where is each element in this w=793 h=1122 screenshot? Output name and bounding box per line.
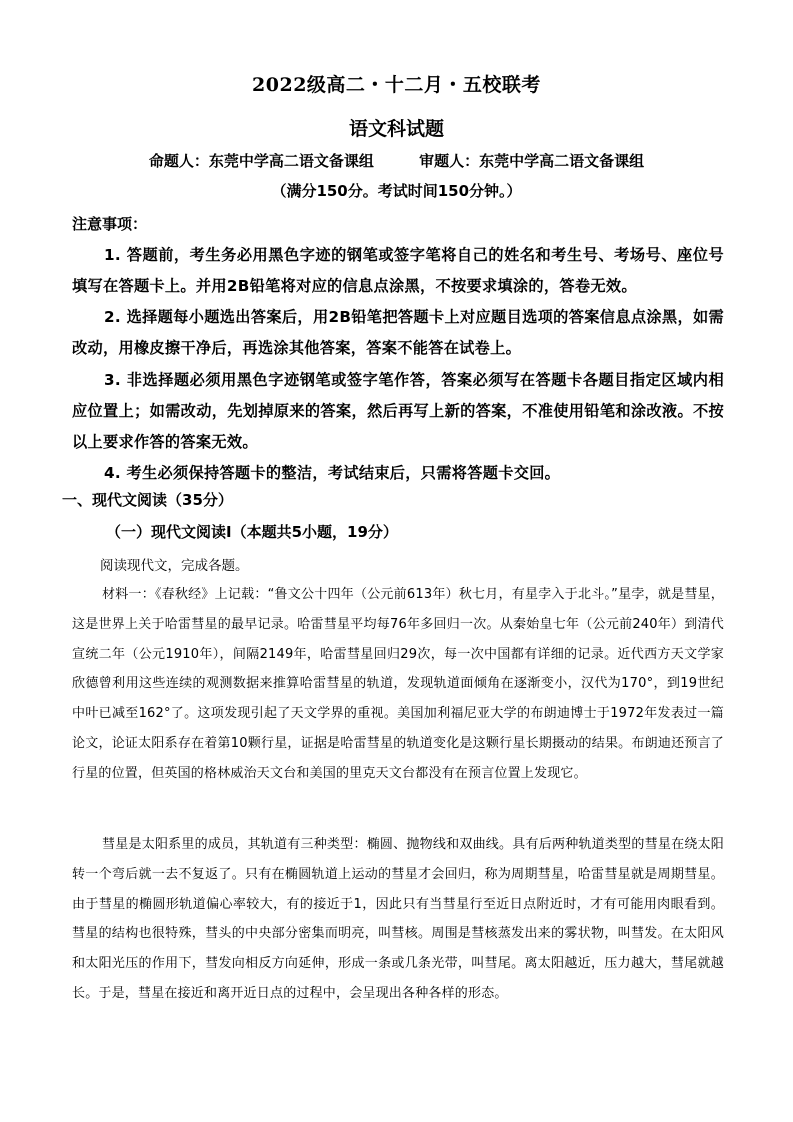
subsection-heading: （一）现代文阅读Ⅰ（本题共5小题，19分） (106, 523, 398, 541)
passage-paragraph: 材料一：《春秋经》上记载：“鲁文公十四年（公元前613年）秋七月，有星孛入于北斗。”星孛，就是彗星，这是世界上关于哈雷彗星的最早记录。哈雷彗星平均每76年多回归一次。从秦始皇七年（公元前240年）到清代宣统二年（公元1910年），间隔2149年，哈雷彗星回归29次，每一次中国都有详细的记录。近代西方天文学家欣德曾利用这些连续的观测数据来推算哈雷彗星的轨道，发现轨道面倾角在逐渐变小，汉代为170°，到19世纪中叶已减至162°了。这项发现引起了天文学界的重视。美国加利福尼亚大学的布朗迪博士于1972年发表过一篇论文，论证太阳系存在着第10颗行星，证据是哈雷彗星的轨道变化是这颗行星长期摄动的结果。布朗迪还预言了行星的位置，但英国的格林威治天文台和美国的里克天文台都没有在预言位置上发现它。 (72, 587, 724, 781)
notice-rule: 1. 答题前，考生务必用黑色字迹的钢笔或签字笔将自己的姓名和考生号、考场号、座位号填写在答题卡上。并用2B铅笔将对应的信息点涂黑，不按要求填涂的，答卷无效。 (72, 246, 724, 295)
notice-heading: 注意事项： (72, 215, 148, 233)
exam-title: 2022级高二・十二月・五校联考 (252, 74, 541, 96)
section-heading: 一、现代文阅读（35分） (62, 491, 233, 509)
authors-line (0, 150, 793, 171)
notice-rule: 3. 非选择题必须用黑色字迹钢笔或签字笔作答，答案必须写在答题卡各题目指定区域内相应位置上；如需改动，先划掉原来的答案，然后再写上新的答案，不准使用铅笔和涂改液。不按以上要求作答的答案无效。 (72, 371, 724, 451)
setter-label: 命题人：东莞中学高二语文备课组 (148, 152, 374, 170)
passage-paragraph: 彗星是太阳系里的成员，其轨道有三种类型：椭圆、抛物线和双曲线。具有后两种轨道类型的彗星在绕太阳转一个弯后就一去不复返了。只有在椭圆轨道上运动的彗星才会回归，称为周期彗星，哈雷彗星就是周期彗星。由于彗星的椭圆形轨道偏心率较大，有的接近于1，因此只有当彗星行至近日点附近时，才有可能用肉眼看到。彗星的结构也很特殊，彗头的中央部分密集而明亮，叫彗核。周围是彗核蒸发出来的雾状物，叫彗发。在太阳风和太阳光压的作用下，彗发向相反方向延伸，形成一条或几条光带，叫彗尾。离太阳越近，压力越大，彗尾就越长。于是，彗星在接近和离开近日点的过程中，会呈现出各种各样的形态。 (72, 837, 724, 1001)
subject-title: 语文科试题 (348, 118, 444, 140)
reading-instruction: 阅读现代文，完成各题。 (100, 558, 249, 574)
notice-rule: 4. 考生必须保持答题卡的整洁，考试结束后，只需将答题卡交回。 (104, 464, 561, 482)
score-time: （满分150分。考试时间150分钟。） (271, 182, 522, 200)
reviewer-label: 审题人：东莞中学高二语文备课组 (419, 152, 645, 170)
notice-rule: 2. 选择题每小题选出答案后，用2B铅笔把答题卡上对应题目选项的答案信息点涂黑，如需改动，用橡皮擦干净后，再选涂其他答案，答案不能答在试卷上。 (72, 308, 724, 357)
